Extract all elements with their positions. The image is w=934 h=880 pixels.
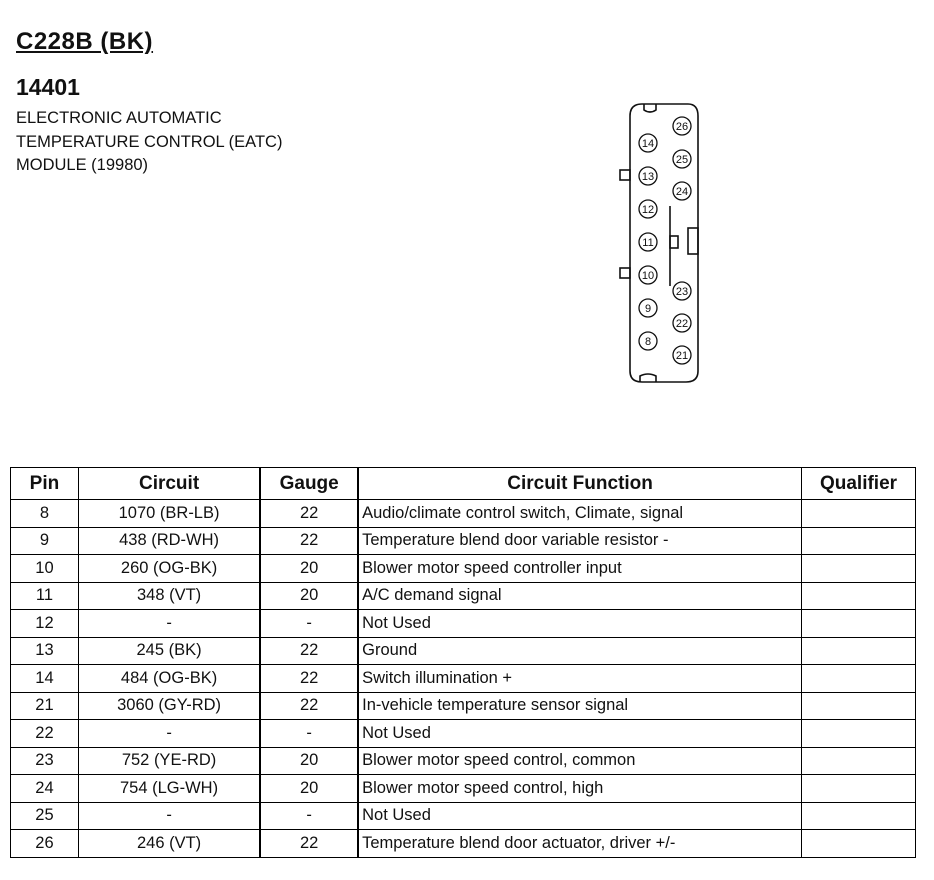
column-header-qualifier: Qualifier [802,468,916,500]
pin-table [10,467,916,858]
gauge-cell: - [260,720,358,748]
circuit-cell: 1070 (BR-LB) [78,500,260,528]
qualifier-cell [802,747,916,775]
connector-pin [673,346,691,364]
table-row [11,555,916,583]
right-latch-block [670,236,678,248]
table-row [11,610,916,638]
circuit-cell: 752 (YE-RD) [78,747,260,775]
connector-pin-label: 11 [642,237,654,249]
qualifier-cell [802,665,916,693]
circuit-function-cell: Not Used [358,610,801,638]
circuit-cell: 348 (VT) [78,582,260,610]
connector-pin [639,233,657,251]
pin-cell: 8 [11,500,79,528]
connector-pin-label: 25 [675,154,689,166]
connector-pin [639,134,657,152]
gauge-cell: 22 [260,830,358,858]
connector-pin [639,266,657,284]
connector-pin [673,182,691,200]
connector-id: C228B (BK) [16,28,154,55]
column-header-pin: Pin [11,468,79,500]
pin-cell: 14 [11,665,79,693]
table-row [11,747,916,775]
table-row [11,582,916,610]
pin-cell: 13 [11,637,79,665]
connector-pin-label: 12 [641,204,655,216]
connector-pin [673,117,691,135]
pin-cell: 10 [11,555,79,583]
circuit-function-cell: Not Used [358,802,801,830]
bottom-key-notch [640,374,656,382]
table-row [11,720,916,748]
connector-pin-label: 26 [675,121,689,133]
gauge-cell: 22 [260,637,358,665]
table-header-row [11,468,916,500]
gauge-cell: 20 [260,582,358,610]
pin-cell: 11 [11,582,79,610]
gauge-cell: 22 [260,500,358,528]
gauge-cell: 20 [260,747,358,775]
circuit-cell: 484 (OG-BK) [78,665,260,693]
circuit-function-cell: Blower motor speed controller input [358,555,801,583]
pin-cell: 21 [11,692,79,720]
table-row [11,830,916,858]
column-header-gauge: Gauge [260,468,358,500]
qualifier-cell [802,720,916,748]
connector-pin-label: 24 [675,186,689,198]
connector-pin [639,332,657,350]
qualifier-cell [802,775,916,803]
circuit-cell: 260 (OG-BK) [78,555,260,583]
pin-cell: 24 [11,775,79,803]
connector-pin [673,282,691,300]
component-number: 14401 [16,74,80,100]
left-lock-tab [620,170,630,180]
component-description-line: MODULE (19980) [16,156,149,174]
connector-pin-label: 9 [644,303,652,315]
table-row [11,637,916,665]
connector-pin [639,299,657,317]
qualifier-cell [802,637,916,665]
column-header-circuit-function: Circuit Function [358,468,801,500]
qualifier-cell [802,830,916,858]
left-lock-tab [620,268,630,278]
connector-pin-label: 23 [675,286,689,298]
right-latch-tab [688,228,698,254]
connector-pin [673,150,691,168]
connector-pin-label: 14 [641,138,655,150]
gauge-cell: 20 [260,775,358,803]
circuit-function-cell: Temperature blend door variable resistor - [358,527,801,555]
connector-pin-label: 22 [675,318,689,330]
connector-pin-label: 21 [675,350,689,362]
circuit-function-cell: Temperature blend door actuator, driver +/- [358,830,801,858]
connector-pin-label: 8 [644,336,652,348]
qualifier-cell [802,692,916,720]
pin-cell: 23 [11,747,79,775]
circuit-function-cell: Not Used [358,720,801,748]
pin-cell: 26 [11,830,79,858]
circuit-cell: 245 (BK) [78,637,260,665]
qualifier-cell [802,582,916,610]
table-row [11,775,916,803]
table-row [11,692,916,720]
circuit-cell: 3060 (GY-RD) [78,692,260,720]
qualifier-cell [802,500,916,528]
circuit-cell: 438 (RD-WH) [78,527,260,555]
pin-cell: 22 [11,720,79,748]
connector-pin-label: 13 [641,171,655,183]
circuit-cell: 754 (LG-WH) [78,775,260,803]
gauge-cell: 22 [260,692,358,720]
qualifier-cell [802,610,916,638]
qualifier-cell [802,555,916,583]
circuit-cell: - [78,802,260,830]
circuit-function-cell: A/C demand signal [358,582,801,610]
table-row [11,527,916,555]
circuit-function-cell: Blower motor speed control, common [358,747,801,775]
connector-pin [639,200,657,218]
gauge-cell: - [260,802,358,830]
gauge-cell: 22 [260,665,358,693]
gauge-cell: 20 [260,555,358,583]
qualifier-cell [802,527,916,555]
qualifier-cell [802,802,916,830]
component-description-line: ELECTRONIC AUTOMATIC [16,109,222,127]
pin-cell: 25 [11,802,79,830]
connector-pin [639,167,657,185]
circuit-function-cell: Audio/climate control switch, Climate, signal [358,500,801,528]
top-key-notch [644,104,656,112]
table-row [11,802,916,830]
circuit-function-cell: Ground [358,637,801,665]
connector-pin-label: 10 [641,270,655,282]
gauge-cell: - [260,610,358,638]
left-pin-column [639,134,657,350]
circuit-function-cell: In-vehicle temperature sensor signal [358,692,801,720]
pin-cell: 12 [11,610,79,638]
circuit-cell: 246 (VT) [78,830,260,858]
table-row [11,665,916,693]
connector-pin [673,314,691,332]
component-description-line: TEMPERATURE CONTROL (EATC) [16,132,283,151]
gauge-cell: 22 [260,527,358,555]
circuit-cell: - [78,610,260,638]
circuit-function-cell: Blower motor speed control, high [358,775,801,803]
column-header-circuit: Circuit [78,468,260,500]
circuit-cell: - [78,720,260,748]
table-row [11,500,916,528]
connector-face-diagram [610,96,720,386]
pin-cell: 9 [11,527,79,555]
circuit-function-cell: Switch illumination + [358,665,801,693]
component-description [16,107,416,178]
